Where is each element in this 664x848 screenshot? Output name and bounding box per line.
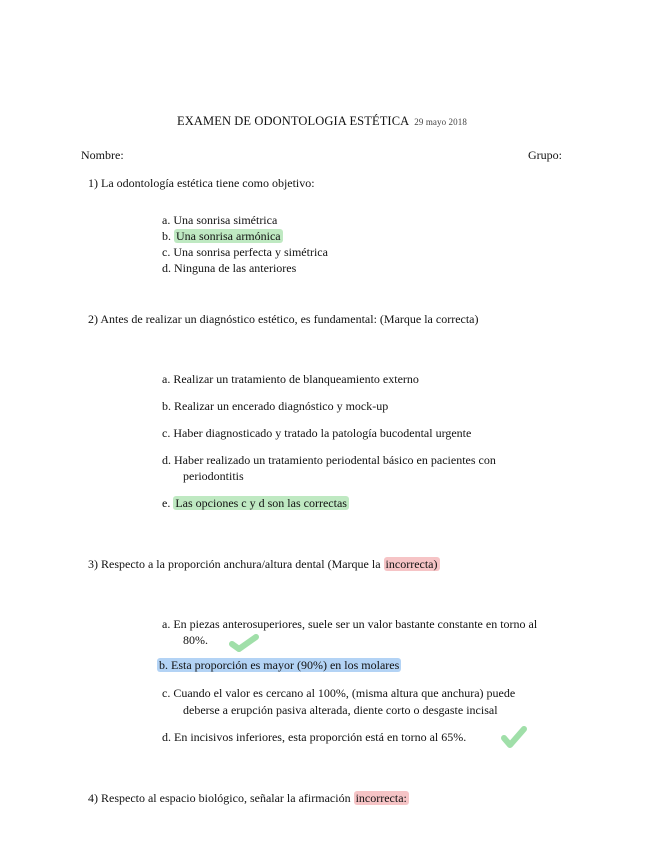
name-label: Nombre: <box>81 148 124 162</box>
q3-option-a: a. En piezas anterosuperiores, suele ser un valor bastante constante en torno al <box>162 617 538 631</box>
check-mark-icon <box>229 632 259 652</box>
q2-option-e <box>162 496 349 511</box>
q1-option-d: d. Ninguna de las anteriores <box>162 261 297 275</box>
question-1: 1) La odontología estética tiene como objetivo: <box>88 176 315 190</box>
q2-option-a: a. Realizar un tratamiento de blanqueamiento externo <box>162 372 419 386</box>
q1-option-b <box>162 229 283 244</box>
group-label: Grupo: <box>528 148 562 162</box>
question-4-prefix: 4) Respecto al espacio biológico, señalar la afirmación <box>88 791 354 805</box>
q3-option-a-cont: 80%. <box>183 633 208 647</box>
q2-option-b: b. Realizar un encerado diagnóstico y mock-up <box>162 399 389 413</box>
q1-option-b-text: Una sonrisa armónica <box>176 229 281 243</box>
q3-option-b-highlight: b. Esta proporción es mayor (90%) en los molares <box>159 658 400 672</box>
question-4-highlight: incorrecta: <box>355 791 407 805</box>
q3-option-b <box>157 658 401 673</box>
q1-option-b-marker: b. <box>162 229 174 243</box>
q2-option-d-cont: periodontitis <box>183 469 244 483</box>
exam-date: 29 mayo 2018 <box>414 117 467 127</box>
question-4 <box>88 791 409 806</box>
q2-option-e-text: Las opciones c y d son las correctas <box>175 496 347 510</box>
q1-option-b-highlight <box>174 229 283 243</box>
check-mark-icon <box>500 724 528 750</box>
q3-option-d: d. En incisivos inferiores, esta proporción está en torno al 65%. <box>162 730 467 744</box>
q2-option-c: c. Haber diagnosticado y tratado la patología bucodental urgente <box>162 426 472 440</box>
q2-option-e-highlight <box>173 496 349 510</box>
question-3-highlight: incorrecta) <box>385 557 438 571</box>
q3-option-c-cont: deberse a erupción pasiva alterada, diente corto o desgaste incisal <box>183 703 498 717</box>
question-3-prefix: 3) Respecto a la proporción anchura/altura dental (Marque la <box>88 557 384 571</box>
q2-option-e-marker: e. <box>162 496 174 510</box>
q3-option-c: c. Cuando el valor es cercano al 100%, (misma altura que anchura) puede <box>162 686 516 700</box>
q1-option-a: a. Una sonrisa simétrica <box>162 213 278 227</box>
question-2: 2) Antes de realizar un diagnóstico estético, es fundamental: (Marque la correcta) <box>88 312 479 326</box>
question-3 <box>88 557 440 572</box>
q1-option-c: c. Una sonrisa perfecta y simétrica <box>162 245 328 259</box>
exam-title-line <box>177 114 467 129</box>
q2-option-d: d. Haber realizado un tratamiento periodental básico en pacientes con <box>162 453 496 467</box>
exam-title: EXAMEN DE ODONTOLOGIA ESTÉTICA <box>177 114 410 128</box>
